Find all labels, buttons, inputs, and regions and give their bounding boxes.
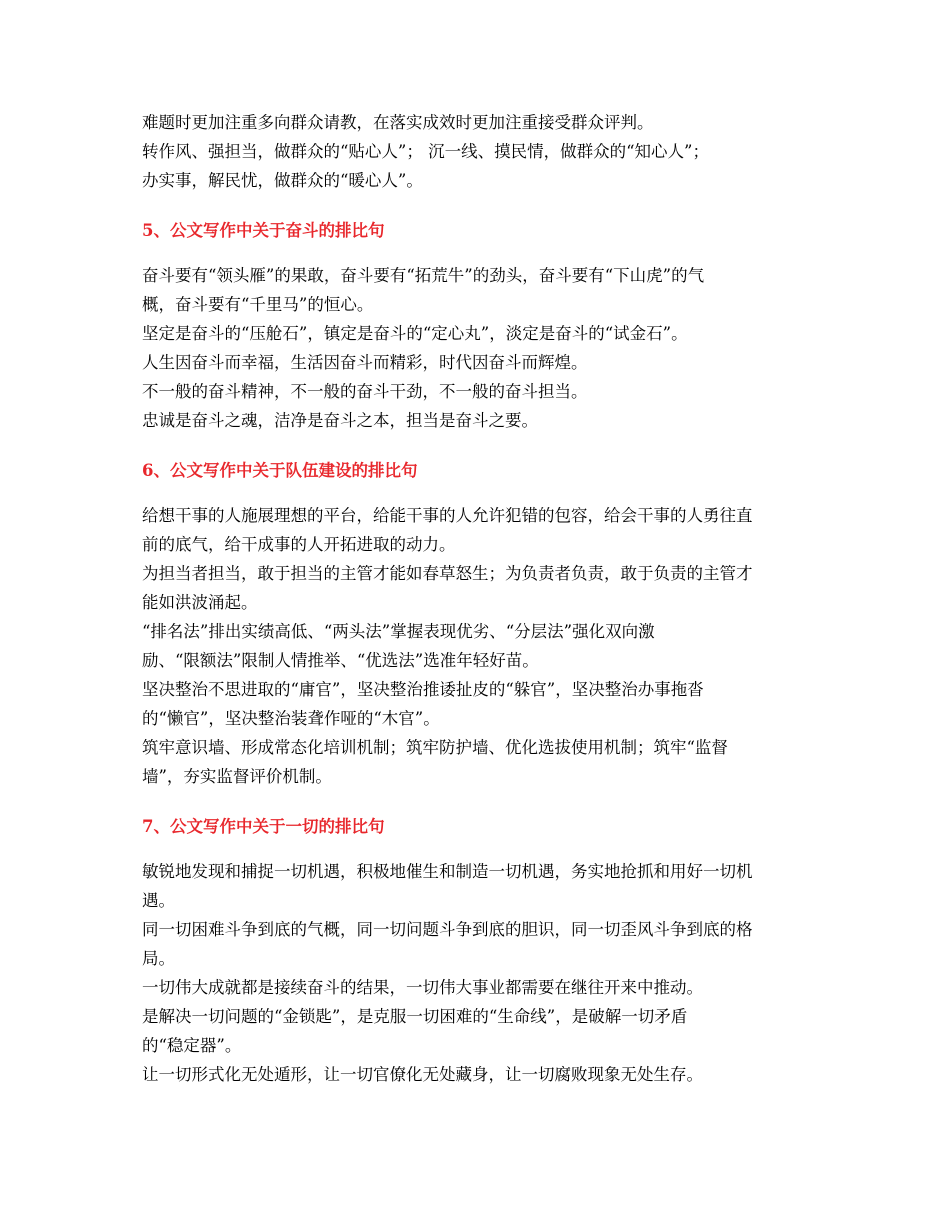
text-line: 的“稳定器”。	[142, 1036, 242, 1055]
text-line: 办实事，解民忧，做群众的“暖心人”。	[142, 171, 423, 190]
text-line: 前的底气，给干成事的人开拓进取的动力。	[142, 535, 456, 554]
text-line: “排名法”排出实绩高低、“两头法”掌握表现优劣、“分层法”强化双向激	[142, 622, 655, 641]
text-line: 坚决整治不思进取的“庸官”，坚决整治推诿扯皮的“躲官”，坚决整治办事拖沓	[142, 680, 704, 699]
text-line: 为担当者担当，敢于担当的主管才能如春草怒生；为负责者负责，敢于负责的主管才	[142, 564, 753, 583]
text-line: 一切伟大成就都是接续奋斗的结果，一切伟大事业都需要在继往开来中推动。	[142, 978, 703, 997]
section-body-everything	[142, 857, 832, 1089]
text-line: 转作风、强担当，做群众的“贴心人”； 沉一线、摸民情，做群众的“知心人”；	[142, 142, 709, 161]
text-line: 筑牢意识墙、形成常态化培训机制；筑牢防护墙、优化选拔使用机制；筑牢“监督	[142, 738, 728, 757]
section-body-team-building	[142, 501, 832, 791]
text-line: 不一般的奋斗精神，不一般的奋斗干劲，不一般的奋斗担当。	[142, 382, 588, 401]
text-line: 同一切困难斗争到底的气概，同一切问题斗争到底的胆识，同一切歪风斗争到底的格	[142, 920, 753, 939]
section-body-struggle	[142, 261, 832, 435]
text-line: 能如洪波涌起。	[142, 593, 258, 612]
text-line: 概，奋斗要有“千里马”的恒心。	[142, 295, 374, 314]
section-heading-struggle: 5、公文写作中关于奋斗的排比句	[142, 221, 385, 240]
text-line: 遇。	[142, 891, 175, 910]
text-line: 奋斗要有“领头雁”的果敢，奋斗要有“拓荒牛”的劲头，奋斗要有“下山虎”的气	[142, 266, 705, 285]
text-line: 给想干事的人施展理想的平台，给能干事的人允许犯错的包容，给会干事的人勇往直	[142, 506, 753, 525]
text-line: 人生因奋斗而幸福，生活因奋斗而精彩，时代因奋斗而辉煌。	[142, 353, 588, 372]
text-line: 坚定是奋斗的“压舱石”，镇定是奋斗的“定心丸”，淡定是奋斗的“试金石”。	[142, 324, 688, 343]
text-line: 让一切形式化无处遁形，让一切官僚化无处藏身，让一切腐败现象无处生存。	[142, 1065, 703, 1084]
text-line: 是解决一切问题的“金锁匙”，是克服一切困难的“生命线”，是破解一切矛盾	[142, 1007, 688, 1026]
text-line: 忠诚是奋斗之魂，洁净是奋斗之本，担当是奋斗之要。	[142, 411, 538, 430]
section-heading-everything: 7、公文写作中关于一切的排比句	[142, 817, 385, 836]
text-line: 励、“限额法”限制人情推举、“优选法”选准年轻好苗。	[142, 651, 539, 670]
text-line: 局。	[142, 949, 175, 968]
text-line: 的“懒官”，坚决整治装聋作哑的“木官”。	[142, 709, 440, 728]
text-line: 难题时更加注重多向群众请教，在落实成效时更加注重接受群众评判。	[142, 113, 654, 132]
text-line: 敏锐地发现和捕捉一切机遇，积极地催生和制造一切机遇，务实地抢抓和用好一切机	[142, 862, 753, 881]
intro-paragraph	[142, 108, 832, 195]
text-line: 墙”，夯实监督评价机制。	[142, 767, 332, 786]
section-heading-team-building: 6、公文写作中关于队伍建设的排比句	[142, 461, 418, 480]
document-page	[142, 108, 832, 1089]
